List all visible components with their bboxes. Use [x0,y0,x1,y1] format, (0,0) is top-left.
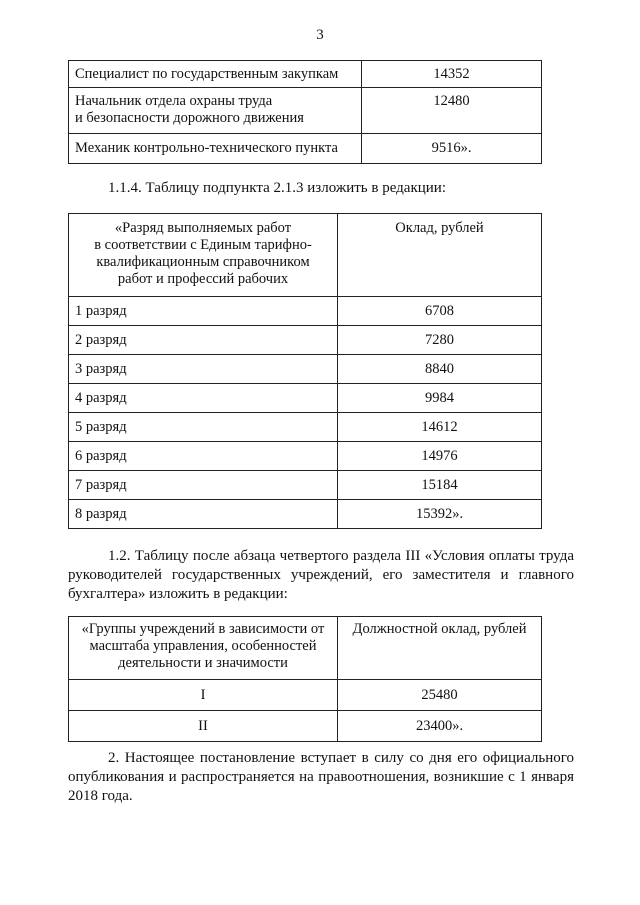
group-cell: I [69,680,338,711]
table-row [69,471,542,500]
paragraph-1-2: 1.2. Таблицу после абзаца четвертого раздела III «Условия оплаты труда руководителей государственных учреждений, его заместителя и главного бухгалтера» изложить в редакции: [68,548,574,602]
grade-header-cell [69,214,338,297]
grade-cell: 4 разряд [69,384,338,413]
table-row [69,442,542,471]
salary-cell: 25480 [338,680,542,711]
header-line: масштаба управления, особенностей [89,638,317,654]
table-row [69,297,542,326]
salary-header-cell: Должностной оклад, рублей [338,617,542,680]
table-row [69,413,542,442]
grade-cell: 8 разряд [69,500,338,529]
position-line: и безопасности дорожного движения [75,110,304,126]
salary-cell: 12480 [362,88,542,134]
table-row [69,384,542,413]
table-row [69,88,542,134]
salary-cell: 23400». [338,711,542,742]
worker-grade-table [68,213,542,529]
salary-cell: 7280 [338,326,542,355]
salary-cell: 14352 [362,61,542,88]
table-row [69,326,542,355]
paragraph-1-1-4: 1.1.4. Таблицу подпункта 2.1.3 изложить в редакции: [108,180,446,196]
salary-cell: 15392». [338,500,542,529]
grade-cell: 1 разряд [69,297,338,326]
table-header-row [69,617,542,680]
group-cell: II [69,711,338,742]
paragraph-2: 2. Настоящее постановление вступает в силу со дня его официального опубликования и распространяется на правоотношения, возникшие с 1 января 2018 года. [68,750,574,804]
salary-cell: 14612 [338,413,542,442]
salary-header-cell: Оклад, рублей [338,214,542,297]
table-row [69,680,542,711]
salary-cell: 6708 [338,297,542,326]
position-cell: Специалист по государственным закупкам [69,61,362,88]
position-cell [69,88,362,134]
table-row [69,61,542,88]
table-row [69,355,542,384]
grade-cell: 5 разряд [69,413,338,442]
header-line: «Разряд выполняемых работ [114,220,292,236]
salary-cell: 9984 [338,384,542,413]
salary-cell: 14976 [338,442,542,471]
table-row [69,711,542,742]
header-line: квалификационным справочником [96,254,310,270]
institution-group-table [68,616,542,742]
salary-cell: 8840 [338,355,542,384]
grade-cell: 2 разряд [69,326,338,355]
group-header-cell [69,617,338,680]
grade-cell: 3 разряд [69,355,338,384]
salary-cell: 9516». [362,134,542,164]
salary-cell: 15184 [338,471,542,500]
header-line: в соответствии с Единым тарифно- [94,237,312,253]
header-line: «Группы учреждений в зависимости от [81,621,325,637]
grade-cell: 6 разряд [69,442,338,471]
table-row [69,134,542,164]
positions-salary-table [68,60,542,164]
header-line: работ и профессий рабочих [117,271,289,287]
position-cell: Механик контрольно-технического пункта [69,134,362,164]
table-row [69,500,542,529]
position-line: Начальник отдела охраны труда [75,93,273,109]
grade-cell: 7 разряд [69,471,338,500]
header-line: деятельности и значимости [118,655,288,671]
table-header-row [69,214,542,297]
page-number: 3 [316,27,324,43]
